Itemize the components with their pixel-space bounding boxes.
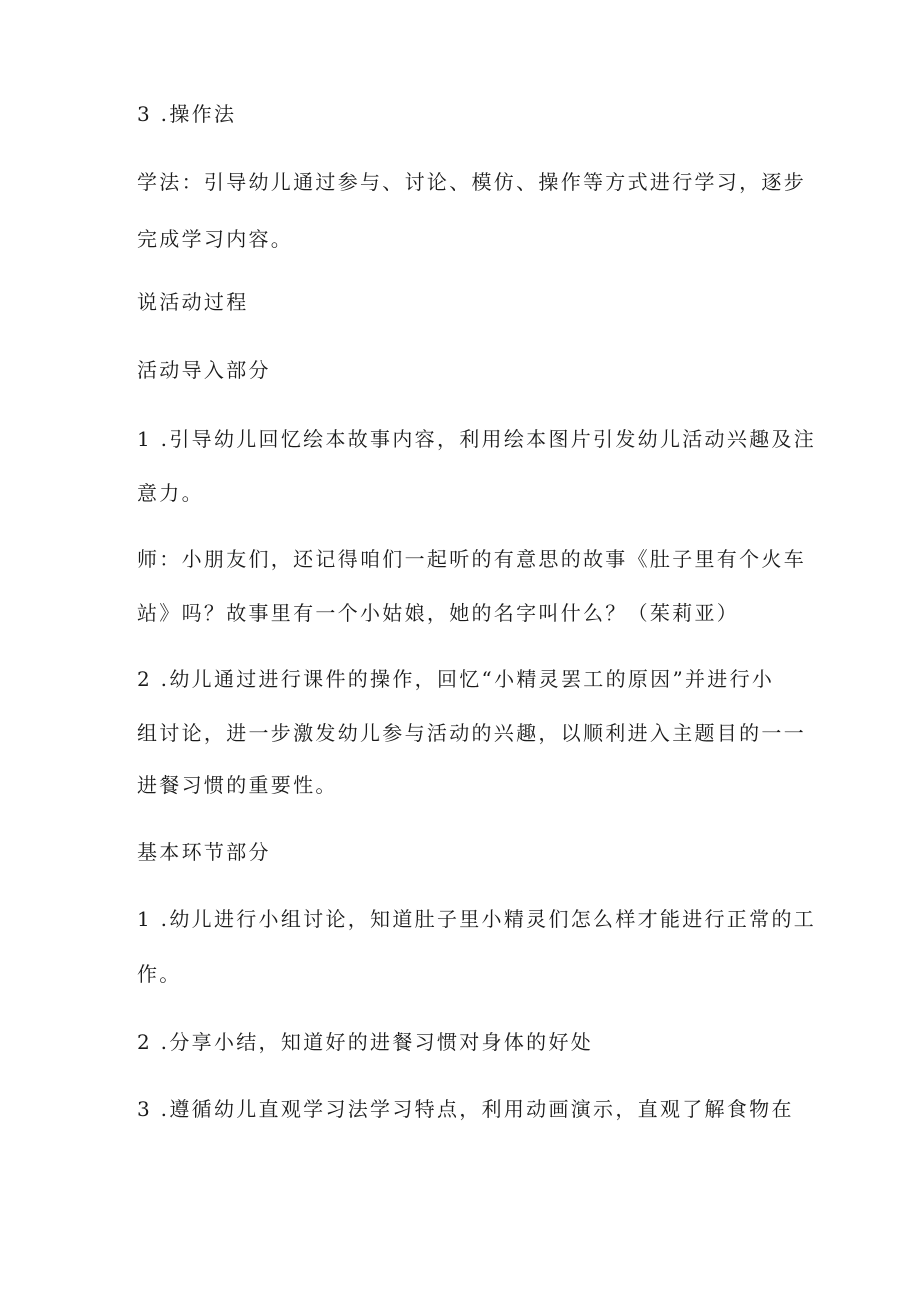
- method-heading-operation: 3 .操作法: [137, 102, 237, 126]
- intro-step-1-line-2: 意力。: [137, 481, 204, 505]
- intro-step-2-line-2: 组讨论，进一步激发幼儿参与活动的兴趣，以顺利进入主题目的一一: [137, 721, 806, 745]
- teacher-dialogue-line-2: 站》吗？故事里有一个小姑娘，她的名字叫什么？（茱莉亚）: [137, 601, 740, 625]
- basic-step-1-line-2: 作。: [137, 962, 182, 986]
- basic-step-1-line-1: 1 .幼儿进行小组讨论，知道肚子里小精灵们怎么样才能进行正常的工: [137, 907, 817, 931]
- basic-step-3-line-1: 3 .遵循幼儿直观学习法学习特点，利用动画演示，直观了解食物在: [137, 1097, 794, 1121]
- subheading-basic-section: 基本环节部分: [137, 840, 271, 864]
- subheading-introduction: 活动导入部分: [137, 358, 271, 382]
- learning-method-paragraph-line-2: 完成学习内容。: [137, 227, 294, 251]
- intro-step-1-line-1: 1 .引导幼儿回忆绘本故事内容，利用绘本图片引发幼儿活动兴趣及注: [137, 427, 817, 451]
- intro-step-2-line-1: 2 .幼儿通过进行课件的操作，回忆“小精灵罢工的原因”并进行小: [137, 667, 775, 691]
- basic-step-2: 2 .分享小结，知道好的进餐习惯对身体的好处: [137, 1030, 594, 1054]
- teacher-dialogue-line-1: 师：小朋友们，还记得咱们一起听的有意思的故事《肚子里有个火车: [137, 547, 806, 571]
- learning-method-paragraph-line-1: 学法：引导幼儿通过参与、讨论、模仿、操作等方式进行学习，逐步: [137, 170, 806, 194]
- intro-step-2-line-3: 进餐习惯的重要性。: [137, 773, 338, 797]
- section-heading-activity-process: 说活动过程: [137, 290, 249, 314]
